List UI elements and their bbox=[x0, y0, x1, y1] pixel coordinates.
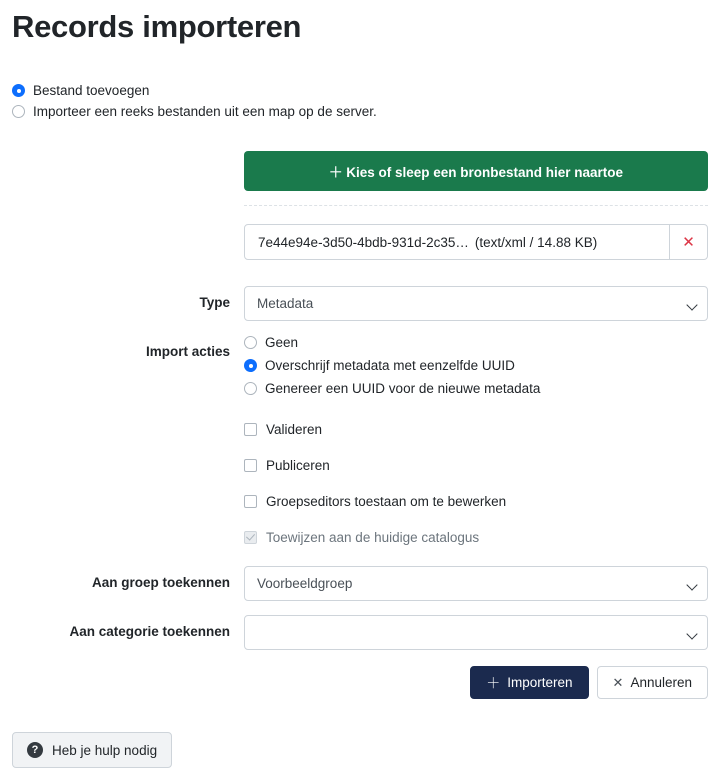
import-action-label: Genereer een UUID voor de nieuwe metadata bbox=[265, 381, 541, 397]
radio-icon[interactable] bbox=[244, 359, 257, 372]
radio-icon[interactable] bbox=[244, 382, 257, 395]
upload-row bbox=[12, 151, 708, 260]
import-action-generate-uuid[interactable] bbox=[244, 381, 708, 396]
choose-source-file-button[interactable]: ＋ Kies of sleep een bronbestand hier naartoe bbox=[244, 151, 708, 191]
import-actions-label: Import acties bbox=[145, 344, 230, 360]
checkbox-icon[interactable] bbox=[244, 423, 257, 436]
import-actions-control bbox=[244, 335, 708, 566]
help-button-label: Heb je hulp nodig bbox=[52, 742, 158, 758]
selected-file-name: 7e44e94e-3d50-4bdb-931d-2c35… bbox=[258, 234, 469, 250]
upload-control bbox=[244, 151, 708, 260]
group-select-wrap bbox=[244, 566, 708, 601]
source-option-label: Importeer een reeks bestanden uit een map op de server. bbox=[33, 104, 377, 120]
import-button[interactable] bbox=[470, 666, 588, 699]
category-row bbox=[12, 615, 708, 650]
category-select-wrap bbox=[244, 615, 708, 650]
selected-file-meta: (text/xml / 14.88 KB) bbox=[474, 234, 598, 250]
checkbox-icon bbox=[244, 531, 257, 544]
checkbox-groepseditors[interactable] bbox=[244, 494, 708, 509]
actions-label-spacer bbox=[12, 650, 244, 659]
import-action-label: Overschrijf metadata met eenzelfde UUID bbox=[265, 358, 515, 374]
checkbox-icon[interactable] bbox=[244, 495, 257, 508]
category-control bbox=[244, 615, 708, 650]
checkbox-label: Publiceren bbox=[266, 458, 330, 474]
source-option-add-file[interactable] bbox=[12, 83, 708, 98]
page-title: Records importeren bbox=[12, 9, 302, 44]
import-records-page bbox=[0, 8, 720, 768]
checkbox-label: Toewijzen aan de huidige catalogus bbox=[266, 530, 480, 546]
form-actions-row bbox=[12, 650, 708, 699]
radio-icon[interactable] bbox=[12, 84, 25, 97]
radio-icon[interactable] bbox=[244, 336, 257, 349]
actions-control bbox=[244, 650, 708, 699]
checkbox-huidige-catalogus bbox=[244, 530, 708, 545]
cancel-button-label: Annuleren bbox=[630, 675, 692, 691]
selected-file-info bbox=[258, 235, 597, 250]
close-icon: ✕ bbox=[612, 675, 624, 691]
checkbox-valideren[interactable] bbox=[244, 422, 708, 437]
group-row bbox=[12, 566, 708, 601]
category-select[interactable] bbox=[244, 615, 708, 650]
source-option-server-folder[interactable] bbox=[12, 104, 708, 119]
action-buttons bbox=[244, 666, 708, 699]
checkbox-label: Groepseditors toestaan om te bewerken bbox=[266, 494, 507, 510]
remove-file-icon[interactable]: ✕ bbox=[669, 225, 707, 259]
checkbox-label: Valideren bbox=[266, 422, 323, 438]
type-label: Type bbox=[199, 295, 230, 311]
group-control bbox=[244, 566, 708, 601]
radio-icon[interactable] bbox=[12, 105, 25, 118]
checkbox-icon[interactable] bbox=[244, 459, 257, 472]
import-action-overwrite[interactable] bbox=[244, 358, 708, 373]
group-label: Aan groep toekennen bbox=[91, 575, 230, 591]
selected-file-chip bbox=[244, 224, 708, 260]
import-button-label: Importeren bbox=[507, 675, 573, 691]
cancel-button[interactable] bbox=[597, 666, 708, 699]
category-label: Aan categorie toekennen bbox=[69, 624, 230, 640]
type-select[interactable] bbox=[244, 286, 708, 321]
type-control bbox=[244, 286, 708, 321]
help-button[interactable] bbox=[12, 732, 172, 768]
group-select[interactable] bbox=[244, 566, 708, 601]
upload-label-spacer bbox=[12, 151, 244, 160]
plus-icon: ＋ bbox=[486, 674, 501, 691]
type-select-wrap bbox=[244, 286, 708, 321]
dropzone-divider bbox=[244, 204, 708, 206]
source-option-group bbox=[12, 83, 708, 119]
source-option-label: Bestand toevoegen bbox=[33, 83, 150, 99]
import-action-none[interactable] bbox=[244, 335, 708, 350]
checkbox-publiceren[interactable] bbox=[244, 458, 708, 473]
question-mark-icon: ? bbox=[27, 742, 43, 758]
type-row bbox=[12, 286, 708, 321]
import-action-label: Geen bbox=[265, 335, 299, 351]
import-actions-row bbox=[12, 335, 708, 566]
